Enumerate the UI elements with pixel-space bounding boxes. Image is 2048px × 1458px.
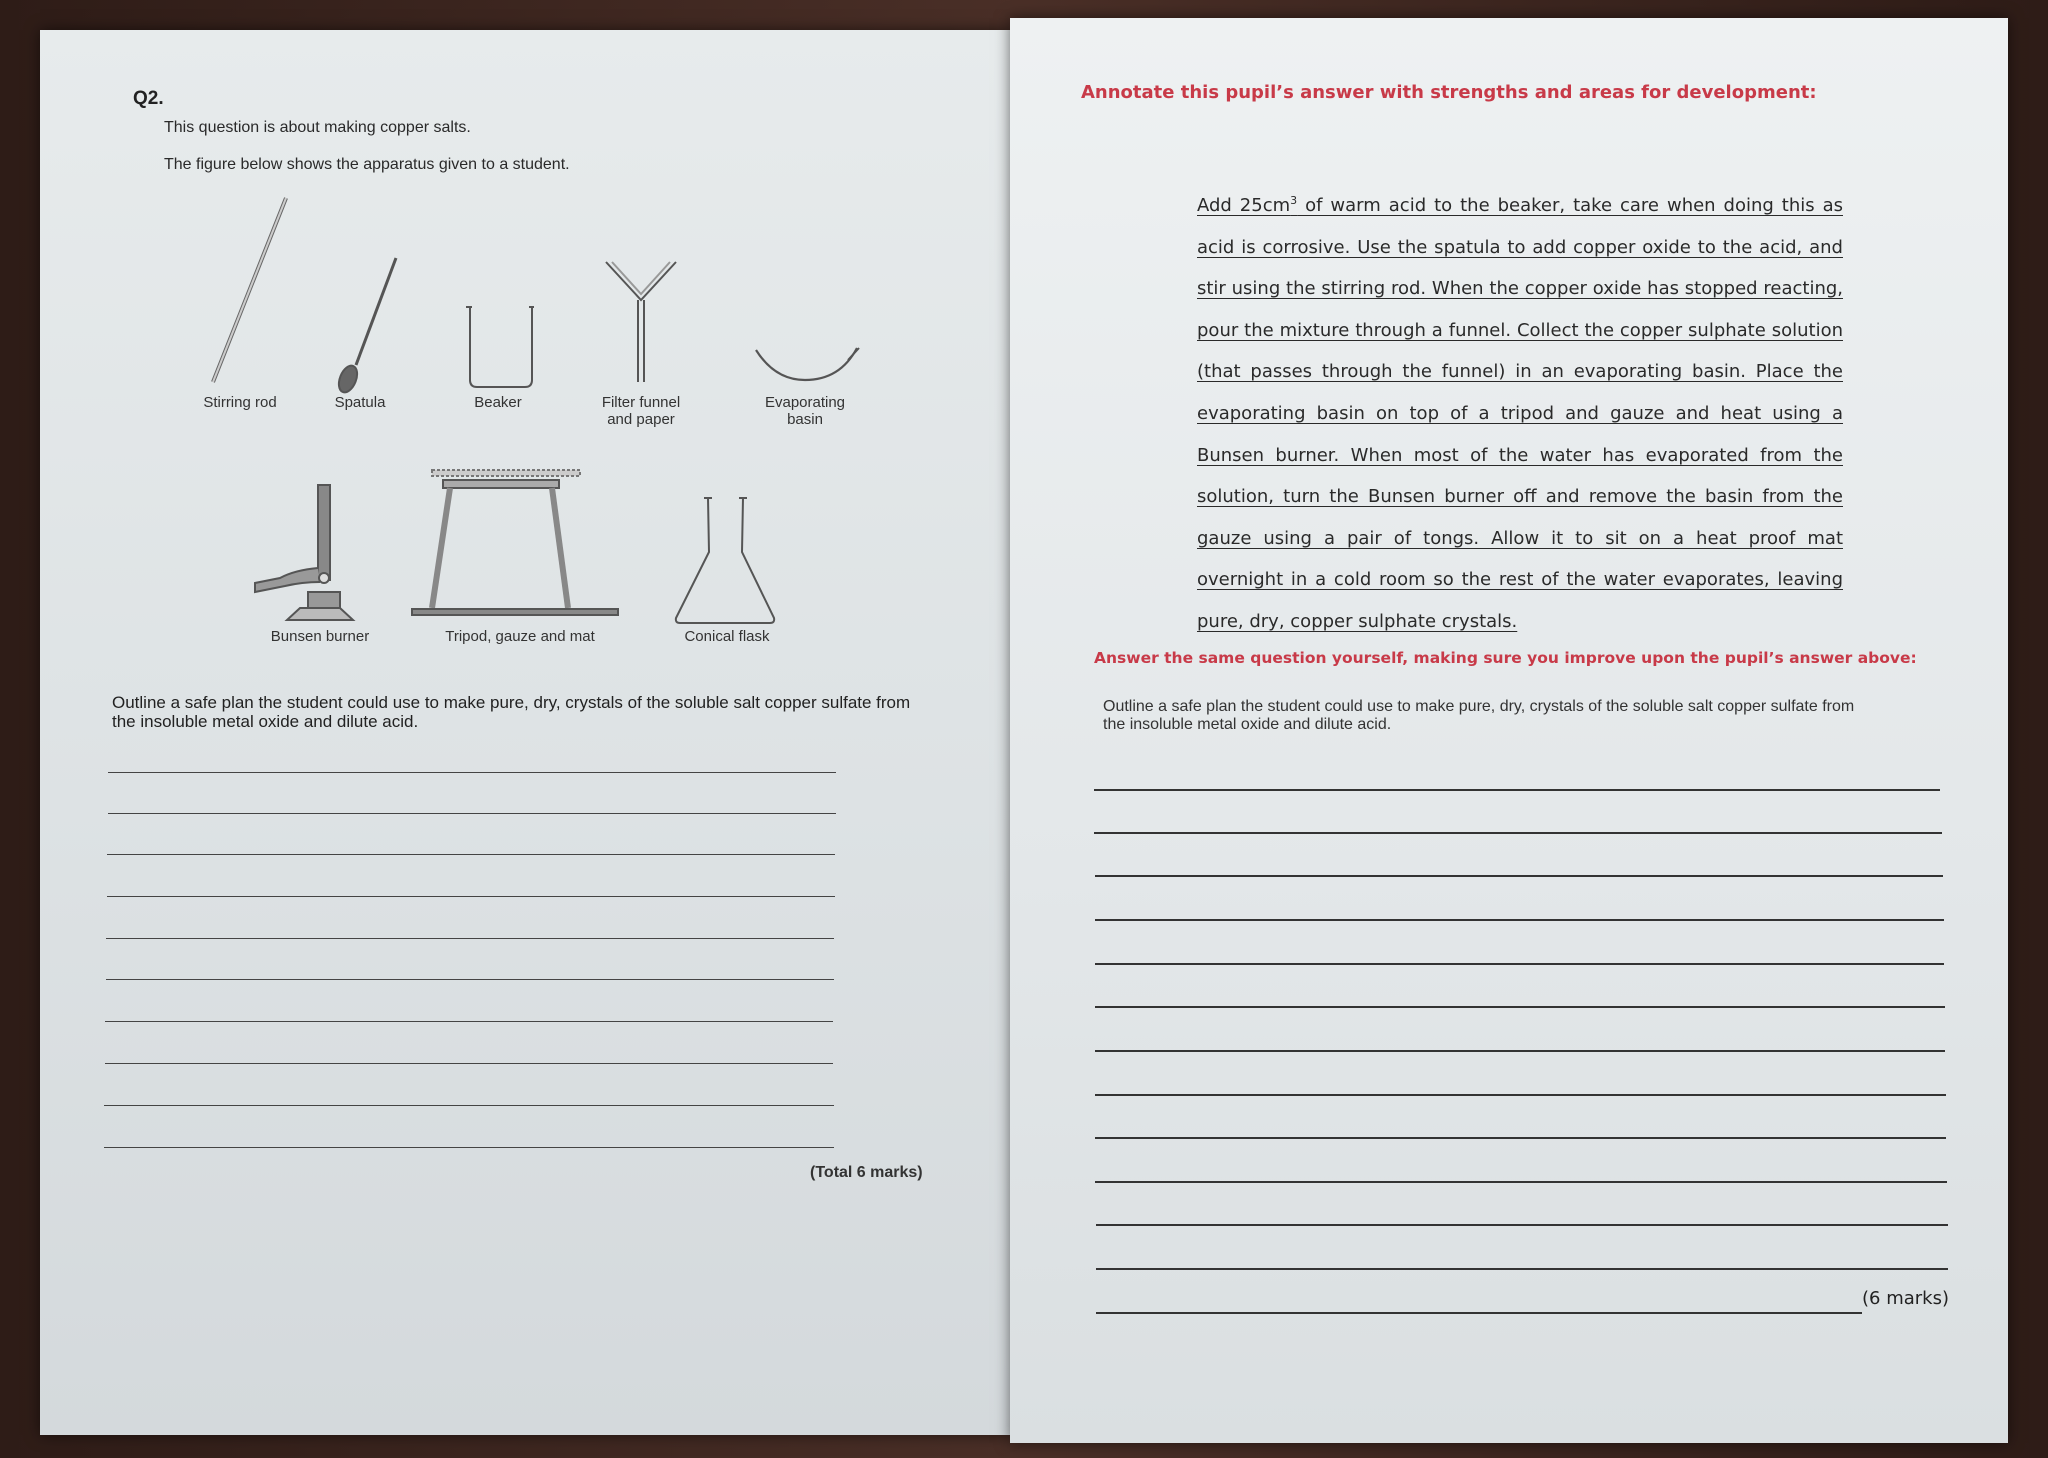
evaporating-basin-icon [756, 348, 859, 380]
spatula-icon [335, 258, 396, 395]
answer-line[interactable] [104, 1147, 834, 1148]
tripod-icon [412, 470, 618, 615]
annotation-heading: Annotate this pupil’s answer with strengths and areas for development: [1081, 82, 1817, 103]
pupil-answer [1197, 180, 1843, 643]
answer-line[interactable] [107, 896, 835, 897]
question-prompt-repeat: Outline a safe plan the student could use to make pure, dry, crystals of the soluble salt copper sulfate from the insoluble metal oxide and dilute acid. [1103, 698, 1855, 733]
apparatus-label-conical-flask: Conical flask [684, 628, 770, 645]
question-prompt: Outline a safe plan the student could use to make pure, dry, crystals of the soluble salt copper sulfate from the insoluble metal oxide and dilute acid. [112, 693, 911, 731]
answer-line[interactable] [106, 979, 834, 980]
apparatus-label-spatula: Spatula [334, 394, 386, 411]
intro-text: This question is about making copper salts. [164, 119, 471, 136]
apparatus-label-filter-funnel: Filter funnel and paper [601, 394, 681, 428]
answer-line[interactable] [1095, 1137, 1946, 1139]
pupil-answer-start: Add 25cm [1197, 195, 1291, 216]
beaker-icon [466, 307, 534, 387]
answer-line[interactable] [1094, 832, 1942, 834]
answer-line[interactable] [1095, 1181, 1947, 1183]
answer-line[interactable] [1095, 1050, 1945, 1052]
total-marks: (Total 6 marks) [810, 1164, 923, 1181]
apparatus-label-stirring-rod: Stirring rod [203, 394, 277, 411]
apparatus-label-beaker: Beaker [474, 394, 522, 411]
answer-line[interactable] [1096, 1224, 1948, 1226]
pupil-answer-body: of warm acid to the beaker, take care when doing this as acid is corrosive. Use the spatula to add copper oxide to the acid, and stir using the stirring rod. When the copper oxide has stopped reacting, pour the mixture through a funnel. Collect the copper sulphate solution (that passes through the funnel) in an evaporating basin. Place the evaporating basin on top of a tripod and gauze and heat using a Bunsen burner. When most of the water has evaporated from the solution, turn the Bunsen burner off and remove the basin from the gauze using a pair of tongs. Allow it to sit on a heat proof mat overnight in a cold room so the rest of the water evaporates, leaving pure, dry, copper sulphate crystals. [1197, 195, 1843, 632]
answer-line[interactable] [108, 772, 836, 773]
annotation-sheet [1010, 18, 2008, 1443]
answer-line[interactable] [1095, 875, 1943, 877]
answer-line[interactable] [104, 1105, 834, 1106]
answer-line[interactable] [105, 1021, 833, 1022]
apparatus-label-tripod: Tripod, gauze and mat [445, 628, 595, 645]
answer-line[interactable] [1095, 919, 1944, 921]
apparatus-label-evaporating-basin: Evaporating basin [764, 394, 846, 428]
answer-line[interactable] [106, 938, 834, 939]
answer-line[interactable] [1094, 789, 1940, 791]
marks-label: (6 marks) [1862, 1288, 1949, 1309]
answer-line[interactable] [107, 854, 835, 855]
answer-line[interactable] [1095, 963, 1944, 965]
superscript-three: 3 [1290, 194, 1298, 207]
answer-line[interactable] [1095, 1006, 1945, 1008]
filter-funnel-icon [606, 262, 676, 382]
bunsen-burner-icon [255, 485, 353, 620]
answer-line[interactable] [1095, 1094, 1946, 1096]
question-sheet [40, 30, 1010, 1435]
answer-line[interactable] [1096, 1312, 1862, 1314]
answer-line[interactable] [1096, 1268, 1948, 1270]
apparatus-label-bunsen-burner: Bunsen burner [270, 628, 370, 645]
conical-flask-icon [676, 498, 774, 623]
answer-line[interactable] [108, 813, 836, 814]
answer-line[interactable] [105, 1063, 833, 1064]
figure-caption: The figure below shows the apparatus given to a student. [164, 156, 570, 173]
stirring-rod-icon [213, 198, 286, 382]
question-number: Q2. [133, 88, 164, 109]
answer-subheading: Answer the same question yourself, making sure you improve upon the pupil’s answer above: [1094, 649, 1917, 667]
apparatus-figure [40, 30, 1010, 670]
